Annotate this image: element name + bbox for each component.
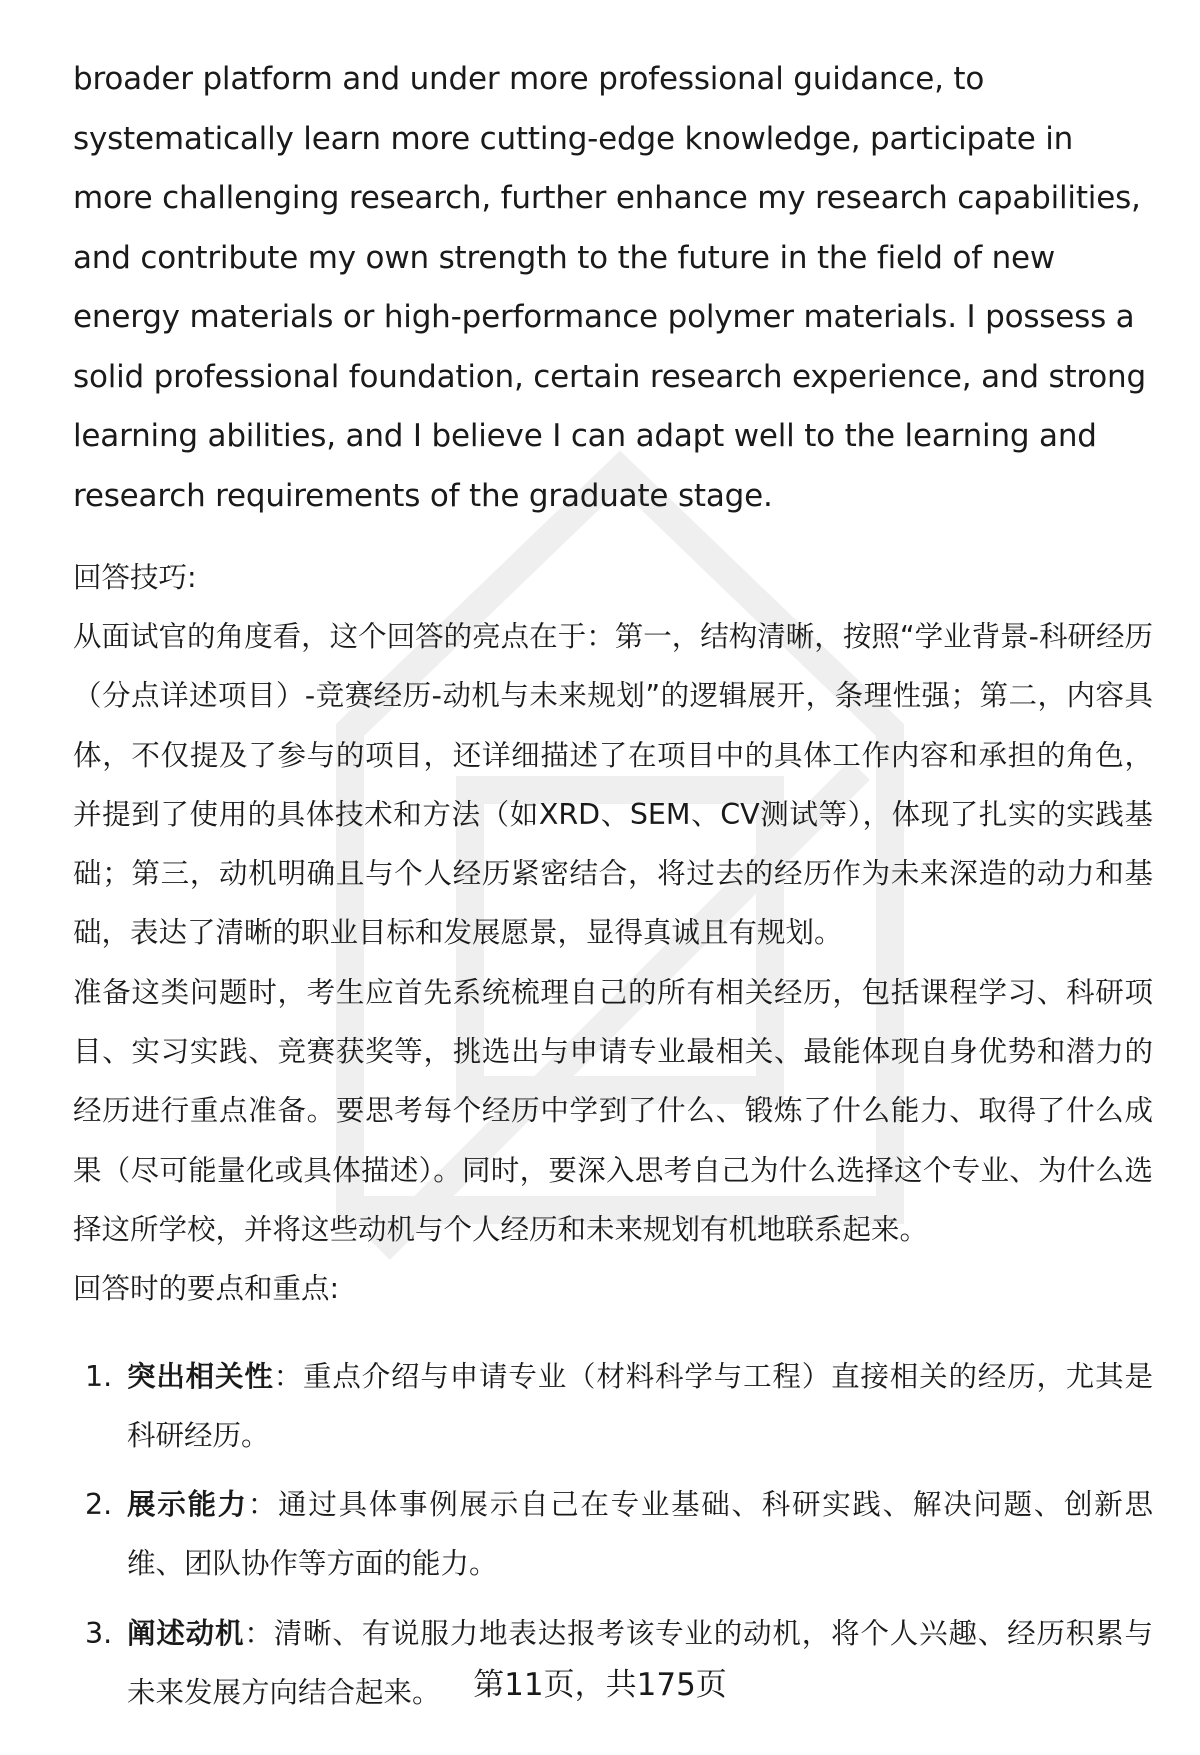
page-number-footer: 第11页，共175页	[473, 1667, 727, 1703]
list-item-text: ：通过具体事例展示自己在专业基础、科研实践、解决问题、创新思维、团队协作等方面的能力。	[127, 1488, 1153, 1581]
tips-paragraph-2: 准备这类问题时，考生应首先系统梳理自己的所有相关经历，包括课程学习、科研项目、实习实践、竞赛获奖等，挑选出与申请专业最相关、最能体现自身优势和潜力的经历进行重点准备。要思考每个经历中学到了什么、锻炼了什么能力、取得了什么成果（尽可能量化或具体描述）。同时，要深入思考自己为什么选择这个专业、为什么选择这所学校，并将这些动机与个人经历和未来规划有机地联系起来。	[73, 975, 1153, 1246]
tips-title: 回答技巧:	[73, 561, 197, 594]
page-content	[73, 50, 1153, 1732]
points-title: 回答时的要点和重点:	[73, 1272, 340, 1306]
list-item-keyword: 展示能力	[127, 1488, 248, 1522]
list-item-text: ：清晰、有说服力地表达报考该专业的动机，将个人兴趣、经历积累与未来发展方向结合起来。	[127, 1616, 1153, 1710]
list-item-number: 3.	[85, 1616, 113, 1650]
list-item	[73, 1347, 1153, 1466]
list-item-text: ：重点介绍与申请专业（材料科学与工程）直接相关的经历，尤其是科研经历。	[127, 1359, 1153, 1452]
list-item-number: 2.	[85, 1488, 113, 1522]
list-item-number: 1.	[85, 1359, 113, 1393]
list-item-keyword: 突出相关性	[127, 1359, 274, 1393]
tips-paragraph-1: 从面试官的角度看，这个回答的亮点在于：第一，结构清晰，按照“学业背景-科研经历（分点详述项目）-竞赛经历-动机与未来规划”的逻辑展开，条理性强；第二，内容具体，不仅提及了参与的项目，还详细描述了在项目中的具体工作内容和承担的角色，并提到了使用的具体技术和方法（如XRD、SEM、CV测试等），体现了扎实的实践基础；第三，动机明确且与个人经历紧密结合，将过去的经历作为未来深造的动力和基础，表达了清晰的职业目标和发展愿景，显得真诚且有规划。	[73, 620, 1153, 950]
list-item	[73, 1475, 1153, 1594]
english-paragraph: broader platform and under more professional guidance, to systematically learn more cutting-edge knowledge, participate in more challenging research, further enhance my research capabilities, and contribute my own strength to the future in the field of new energy materials or high-performance polymer materials. I possess a solid professional foundation, certain research experience, and strong learning abilities, and I believe I can adapt well to the learning and research requirements of the graduate stage.	[73, 61, 1146, 514]
list-item-keyword: 阐述动机	[127, 1616, 245, 1650]
